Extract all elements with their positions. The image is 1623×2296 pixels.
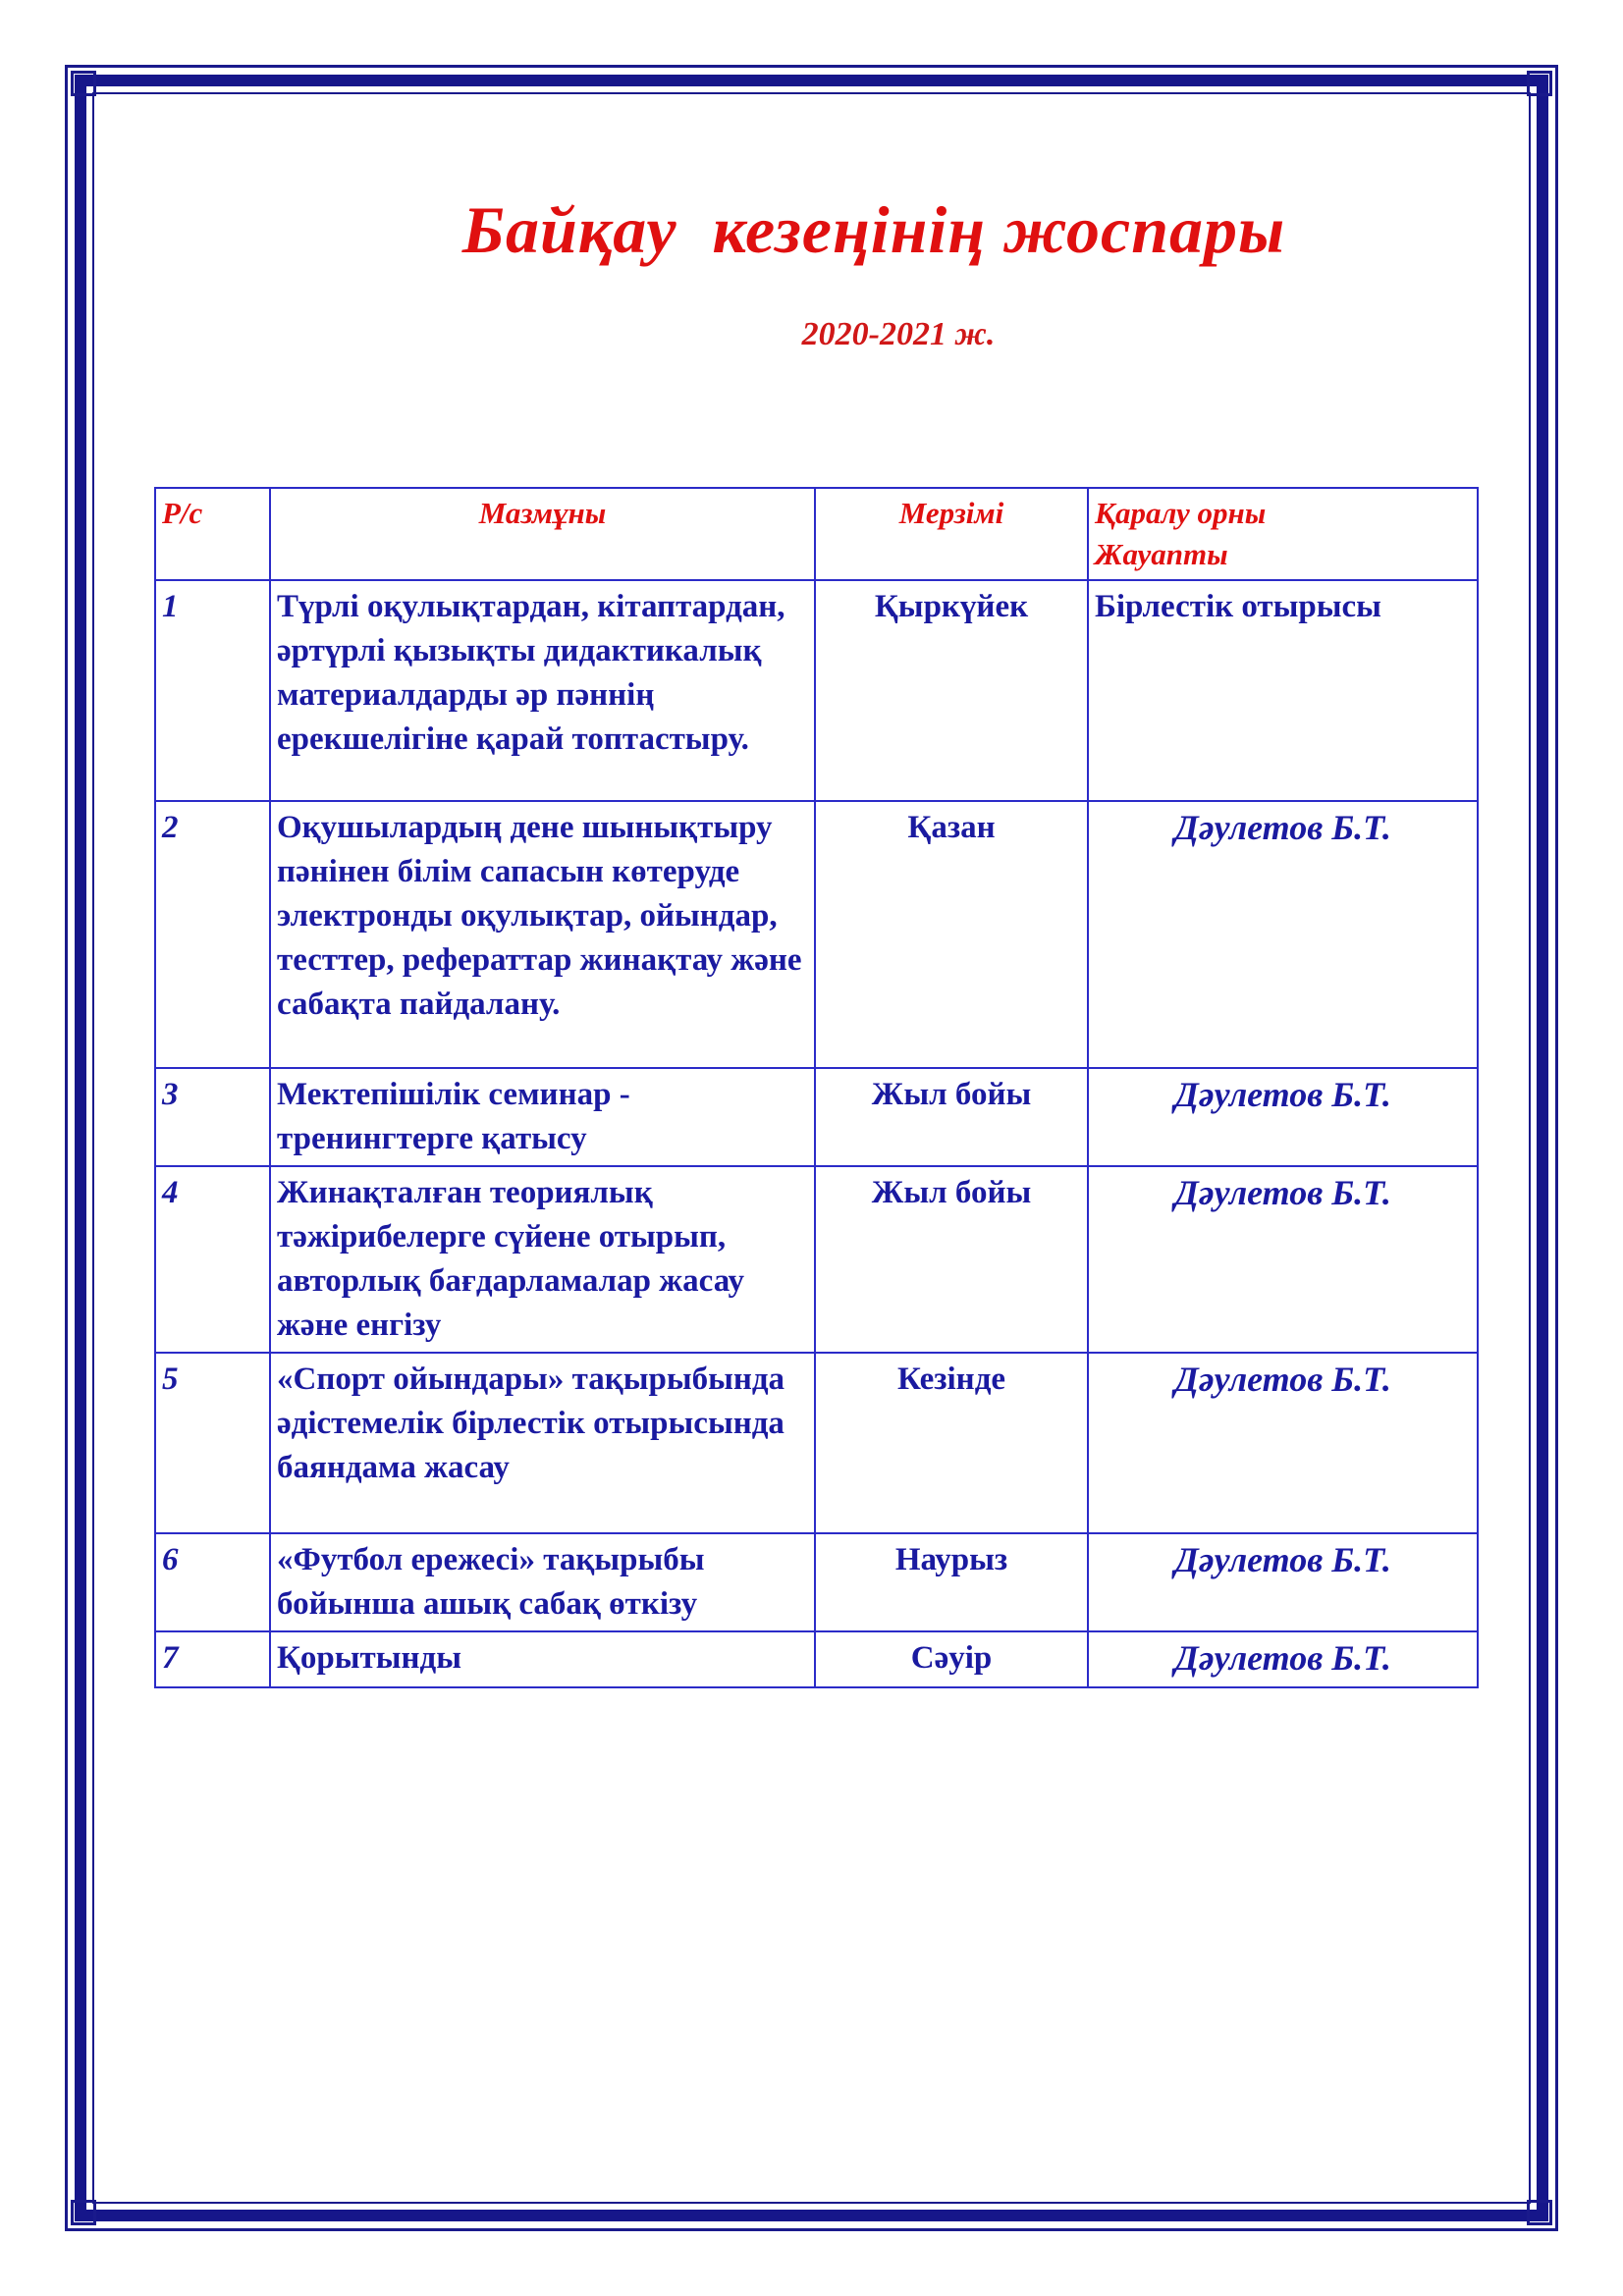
row-content: «Спорт ойындары» тақырыбында әдістемелік бірлестік отырысында баяндама жасау [270, 1353, 815, 1533]
row-content: Түрлі оқулықтардан, кітаптардан, әртүрлі қызықты дидактикалық материалдарды әр пәннің ерекшелігіне қарай топтастыру. [270, 580, 815, 801]
table-row [155, 580, 1478, 801]
row-content: Мектепішілік семинар - тренингтерге қатысу [270, 1068, 815, 1166]
row-responsible-text: Дәулетов Б.Т. [1174, 1540, 1391, 1579]
frame-corner-ornament [1527, 71, 1552, 96]
document-subtitle: 2020-2021 ж. [801, 316, 996, 352]
row-num: 5 [155, 1353, 270, 1533]
row-term: Жыл бойы [815, 1068, 1088, 1166]
header-num: Р/с [155, 488, 270, 580]
row-content: Қорытынды [270, 1631, 815, 1687]
row-num: 7 [155, 1631, 270, 1687]
row-responsible-text: Дәулетов Б.Т. [1174, 1360, 1391, 1399]
plan-table [154, 487, 1479, 1688]
row-responsible-text: Дәулетов Б.Т. [1174, 1638, 1391, 1678]
row-num: 2 [155, 801, 270, 1068]
row-num: 4 [155, 1166, 270, 1353]
row-responsible-text: Дәулетов Б.Т. [1174, 1173, 1391, 1212]
table-row [155, 1533, 1478, 1631]
table-row [155, 1068, 1478, 1166]
row-term: Қазан [815, 801, 1088, 1068]
row-num: 3 [155, 1068, 270, 1166]
header-place-line1: Қаралу орны [1095, 496, 1267, 530]
table-row [155, 1353, 1478, 1533]
header-term: Мерзімі [815, 488, 1088, 580]
row-content: «Футбол ережесі» тақырыбы бойынша ашық сабақ өткізу [270, 1533, 815, 1631]
table-row [155, 1631, 1478, 1687]
row-responsible [1088, 580, 1478, 801]
row-term: Қыркүйек [815, 580, 1088, 801]
row-responsible-text: Дәулетов Б.Т. [1174, 808, 1391, 847]
row-term: Кезінде [815, 1353, 1088, 1533]
row-responsible [1088, 1166, 1478, 1353]
frame-corner-ornament [1527, 2200, 1552, 2225]
row-responsible-text: Дәулетов Б.Т. [1174, 1075, 1391, 1114]
row-responsible-text: Бірлестік отырысы [1095, 589, 1381, 624]
row-term: Жыл бойы [815, 1166, 1088, 1353]
frame-corner-ornament [71, 71, 96, 96]
row-responsible [1088, 1068, 1478, 1166]
table-row [155, 1166, 1478, 1353]
table-row [155, 801, 1478, 1068]
row-responsible [1088, 1353, 1478, 1533]
header-place-line2: Жауапты [1095, 537, 1228, 571]
row-responsible [1088, 1533, 1478, 1631]
document-title: Байқау кезеңінің жоспары [461, 192, 1286, 267]
header-place [1088, 488, 1478, 580]
row-num: 6 [155, 1533, 270, 1631]
row-content: Жинақталған теориялық тәжірибелерге сүйене отырып, авторлық бағдарламалар жасау және енгізу [270, 1166, 815, 1353]
frame-corner-ornament [71, 2200, 96, 2225]
row-term: Сәуір [815, 1631, 1088, 1687]
table-header-row [155, 488, 1478, 580]
row-responsible [1088, 801, 1478, 1068]
row-responsible [1088, 1631, 1478, 1687]
row-term: Наурыз [815, 1533, 1088, 1631]
row-num: 1 [155, 580, 270, 801]
header-content: Мазмұны [270, 488, 815, 580]
row-content: Оқушылардың дене шынықтыру пәнінен білім сапасын көтеруде электронды оқулықтар, ойындар, тесттер, рефераттар жинақтау және сабақта пайдалану. [270, 801, 815, 1068]
